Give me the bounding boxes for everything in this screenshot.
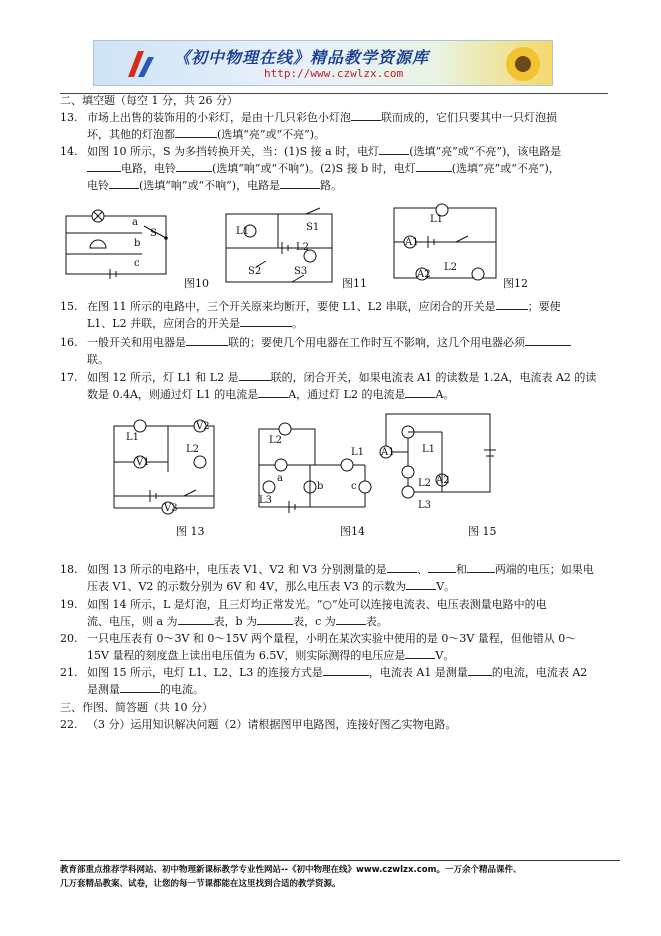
question-14-line2: 电路，电铃 (选填“响”或“不响”)。(2)S 接 b 时，电灯 (选填“亮”或“不亮”)，: [87, 160, 560, 177]
figure-15-caption: 图 15: [468, 525, 497, 538]
question-14-line3: 电铃 (选填“响”或“不响”)，电路是 路。: [87, 179, 343, 192]
question-22: 22. （3 分）运用知识解决问题（2）请根据图甲电路图，连接好图乙实物电路。: [60, 718, 457, 731]
svg-text:S1: S1: [306, 222, 320, 233]
question-17-line2: 数是 0.4A，则通过灯 L1 的电流是 A，通过灯 L2 的电流是 A。: [87, 388, 455, 401]
figure-10-circuit: [60, 208, 180, 283]
sunflower-icon: [498, 43, 548, 85]
svg-text:A1: A1: [405, 237, 419, 248]
header-url[interactable]: http://www.czwlzx.com: [264, 67, 404, 80]
question-20-line2: 15V 量程的刻度盘上读出电压值为 6.5V，则实际测得的电压应是 V。: [87, 649, 455, 662]
svg-text:L3: L3: [259, 495, 273, 506]
svg-text:L2: L2: [186, 444, 200, 455]
question-18-line2: 压表 V1、V2 的示数分别为 6V 和 4V，那么电压表 V3 的示数为 V。: [87, 580, 456, 593]
footer-line-1: 教育部重点推荐学科网站、初中物理新课标教学专业性网站--《初中物理在线》www.czwlzx.com。一万余个精品课件、: [60, 865, 522, 875]
section-3-heading: 三、作图、简答题（共 10 分）: [60, 701, 213, 714]
svg-text:L2: L2: [269, 435, 283, 446]
question-18: 18. 如图 13 所示的电路中，电压表 V1、V2 和 V3 分别测量的是 、 和 两端的电压；如果电: [60, 563, 594, 576]
svg-text:S: S: [150, 228, 157, 239]
logo-icon: [124, 47, 158, 81]
svg-text:L2: L2: [296, 242, 310, 253]
svg-text:L1: L1: [351, 447, 365, 458]
svg-text:b: b: [134, 238, 141, 249]
svg-text:L2: L2: [418, 478, 432, 489]
question-16: 16. 一般开关和用电器是 联的；要使几个用电器在工作时互不影响，这几个用电器必须: [60, 334, 620, 351]
svg-text:A1: A1: [381, 447, 395, 458]
figure-13-circuit: [110, 420, 220, 515]
figure-10-caption: 图10: [184, 277, 209, 290]
svg-text:V1: V1: [136, 457, 150, 468]
question-19: 19. 如图 14 所示，L 是灯泡，且三灯均正常发光。“○”处可以连接电流表、电压表测量电路中的电: [60, 598, 547, 611]
figure-12-caption: 图12: [503, 277, 528, 290]
question-15: 15. 在图 11 所示的电路中，三个开关原来均断开，要使 L1、L2 串联，应闭合的开关是 ；要使: [60, 300, 561, 313]
svg-text:L3: L3: [418, 500, 432, 511]
question-21-line2: 是测量 的电流。: [87, 683, 204, 696]
question-13-line2: 坏，其他的灯泡都 (选填“亮”或“不亮”)。: [87, 128, 326, 141]
figure-11-caption: 图11: [342, 277, 367, 290]
figure-12-circuit: [392, 204, 500, 284]
question-20: 20. 一只电压表有 0～3V 和 0～15V 两个量程，小明在某次实验中使用的是 0～3V 量程，但他错从 0～: [60, 632, 577, 645]
svg-text:S3: S3: [294, 266, 308, 277]
figure-13-caption: 图 13: [176, 525, 205, 538]
svg-text:A2: A2: [436, 475, 450, 486]
svg-text:a: a: [277, 473, 283, 484]
header-title: 《初中物理在线》精品教学资源库: [174, 48, 430, 67]
svg-text:c: c: [134, 258, 140, 269]
question-19-line2: 流、电压，则 a 为 表，b 为 表，c 为 表。: [87, 615, 388, 628]
question-13: 13. 市场上出售的装饰用的小彩灯，是由十几只彩色小灯泡 联而成的，它们只要其中一只灯泡损: [60, 111, 557, 124]
figure-11-circuit: [222, 208, 340, 286]
question-17: 17. 如图 12 所示，灯 L1 和 L2 是 联的，闭合开关，如果电流表 A1 的读数是 1.2A，电流表 A2 的读: [60, 371, 597, 384]
question-15-line2: L1、L2 并联，应闭合的开关是 。: [87, 317, 304, 330]
svg-text:L1: L1: [236, 226, 250, 237]
footer: [60, 863, 620, 891]
svg-text:S2: S2: [248, 266, 262, 277]
svg-text:L1: L1: [422, 444, 436, 455]
header-banner: [93, 40, 553, 86]
svg-text:L2: L2: [444, 262, 458, 273]
svg-text:A2: A2: [417, 269, 431, 280]
svg-text:a: a: [132, 217, 138, 228]
section-2-heading: 二、填空题（每空 1 分，共 26 分）: [60, 94, 238, 107]
svg-text:b: b: [317, 481, 324, 492]
footer-line-2: 几万套精品教案、试卷，让您的每一节课都能在这里找到合适的教学资源。: [60, 879, 341, 889]
svg-text:V2: V2: [196, 421, 210, 432]
footer-rule: [60, 860, 620, 861]
question-21: 21. 如图 15 所示，电灯 L1、L2、L3 的连接方式是 ，电流表 A1 是测量 的电流，电流表 A2: [60, 666, 588, 679]
question-14: 14. 如图 10 所示，S 为多挡转换开关，当：(1)S 接 a 时，电灯 (选填“亮”或“不亮”)，该电路是: [60, 145, 562, 158]
svg-text:V3: V3: [164, 503, 178, 514]
svg-text:L1: L1: [430, 214, 444, 225]
figure-14-circuit: [255, 425, 375, 515]
svg-text:c: c: [351, 481, 357, 492]
question-16-line2: 联。: [87, 353, 109, 366]
figure-14-caption: 图14: [340, 525, 365, 538]
figure-15-circuit: [378, 408, 498, 518]
svg-text:L1: L1: [126, 432, 140, 443]
